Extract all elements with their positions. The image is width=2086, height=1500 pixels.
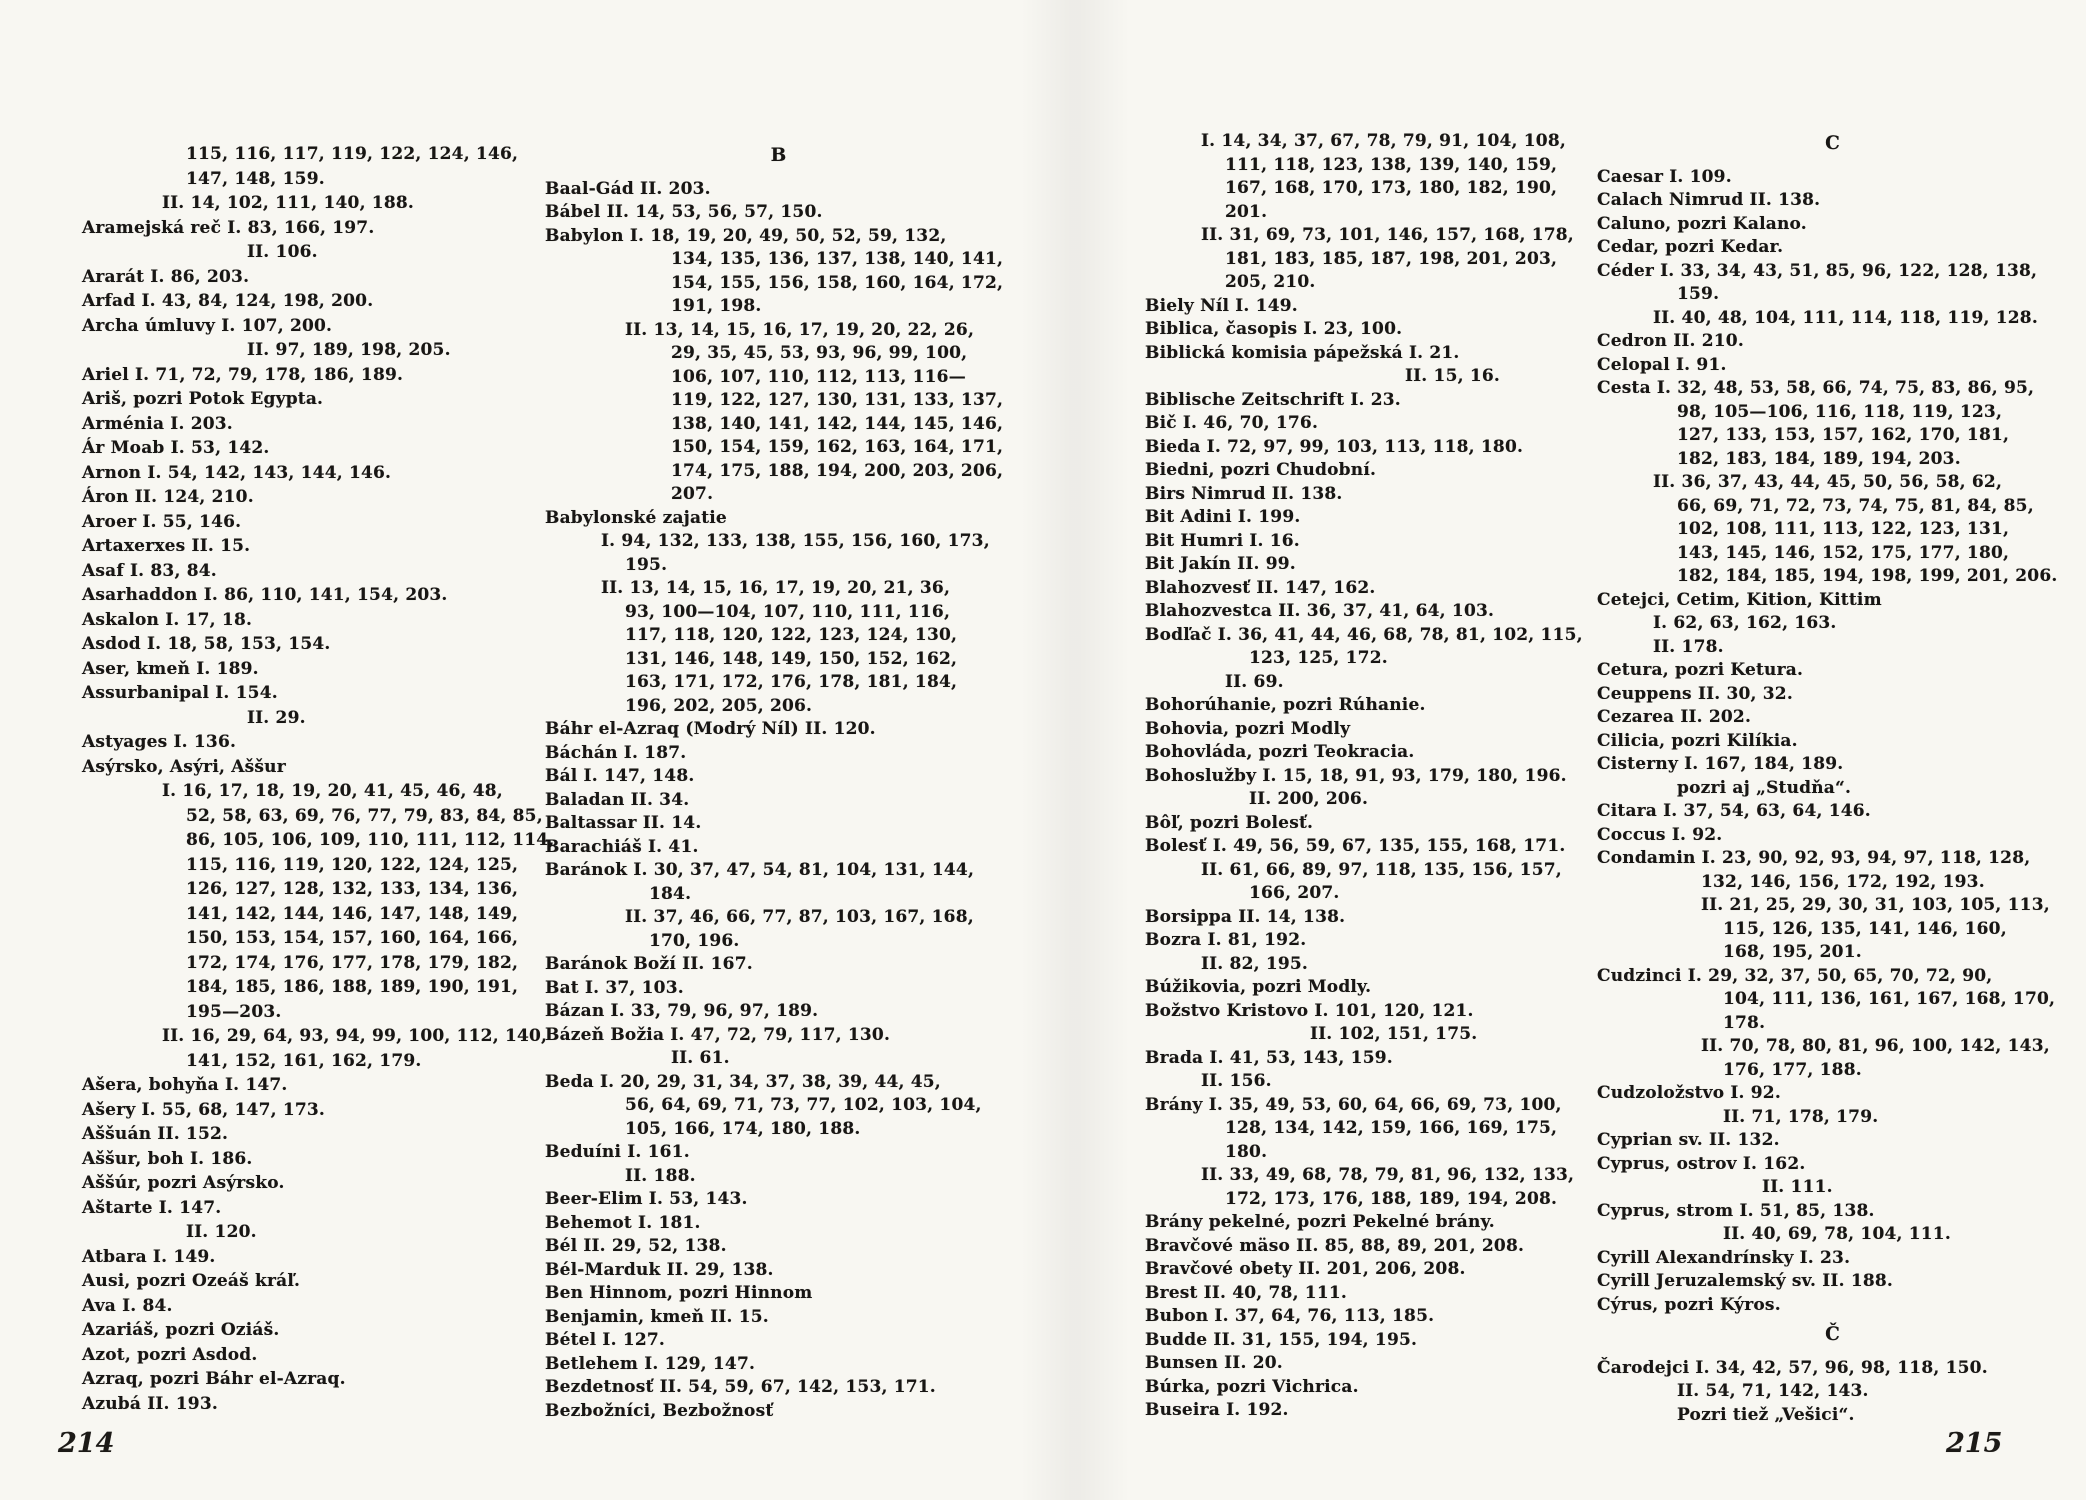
index-entry-line: Bič I. 46, 70, 176. bbox=[1145, 413, 1319, 433]
index-entry-line: Betlehem I. 129, 147. bbox=[545, 1353, 756, 1374]
index-entry-line: Budde II. 31, 155, 194, 195. bbox=[1145, 1329, 1418, 1350]
index-entry-line: Ceuppens II. 30, 32. bbox=[1597, 683, 1793, 704]
index-entry-line: 150, 153, 154, 157, 160, 164, 166, bbox=[186, 928, 519, 948]
index-entry-line: 195—203. bbox=[186, 1001, 282, 1022]
index-entry-line: Arnon I. 54, 142, 143, 144, 146. bbox=[82, 462, 392, 483]
index-entry-line: Ben Hinnom, pozri Hinnom bbox=[545, 1283, 813, 1303]
index-entry-line: Beer-Elim I. 53, 143. bbox=[545, 1189, 748, 1209]
index-entry-line: 178. bbox=[1723, 1012, 1766, 1033]
index-entry-line: Birs Nimrud II. 138. bbox=[1145, 483, 1343, 504]
index-entry-line: 191, 198. bbox=[671, 296, 762, 316]
index-entry-line: 93, 100—104, 107, 110, 111, 116, bbox=[625, 601, 951, 622]
index-entry-line: Blahozvestca II. 36, 37, 41, 64, 103. bbox=[1145, 601, 1495, 621]
section-header-c: C bbox=[1825, 133, 1841, 154]
index-column-left-a bbox=[82, 142, 555, 1416]
index-entry-line: Biedni, pozri Chudobní. bbox=[1145, 460, 1377, 480]
index-entry-line: Bit Humri I. 16. bbox=[1145, 530, 1300, 551]
index-entry-line: 182, 183, 184, 189, 194, 203. bbox=[1677, 448, 1961, 469]
index-column-right-a bbox=[1145, 130, 1597, 1423]
index-entry-line: 98, 105—106, 116, 118, 119, 123, bbox=[1677, 401, 2003, 422]
index-entry-line: Búžikovia, pozri Modly. bbox=[1145, 977, 1372, 997]
index-entry-line: Archa úmluvy I. 107, 200. bbox=[82, 315, 333, 336]
index-entry-line: Cisterny I. 167, 184, 189. bbox=[1597, 754, 1844, 774]
index-entry-line: 141, 152, 161, 162, 179. bbox=[186, 1050, 422, 1071]
index-entry-line: 143, 145, 146, 152, 175, 177, 180, bbox=[1677, 542, 2010, 563]
index-entry-line: Brada I. 41, 53, 143, 159. bbox=[1145, 1047, 1393, 1068]
index-entry-line: II. 188. bbox=[625, 1165, 696, 1186]
index-entry-line: II. 36, 37, 43, 44, 45, 50, 56, 58, 62, bbox=[1653, 472, 2003, 492]
index-entry-line: Báhr el-Azraq (Modrý Níl) II. 120. bbox=[545, 719, 876, 739]
index-entry-line: Bravčové mäso II. 85, 88, 89, 201, 208. bbox=[1145, 1235, 1525, 1256]
index-entry-line: Božstvo Kristovo I. 101, 120, 121. bbox=[1145, 1000, 1474, 1021]
index-entry-line: Brány I. 35, 49, 53, 60, 64, 66, 69, 73, 100, bbox=[1145, 1094, 1562, 1115]
index-entry-line: 106, 107, 110, 112, 113, 116— bbox=[671, 366, 966, 387]
index-entry-line: 134, 135, 136, 137, 138, 140, 141, bbox=[671, 249, 1004, 269]
index-entry-line: Cilicia, pozri Kilíkia. bbox=[1597, 730, 1798, 751]
index-entry-line: Astyages I. 136. bbox=[82, 732, 237, 752]
index-column-left-b bbox=[545, 138, 1013, 1423]
index-entry-line: Bit Adini I. 199. bbox=[1145, 507, 1301, 527]
index-entry-line: Barachiáš I. 41. bbox=[545, 836, 699, 857]
index-entry-line: 167, 168, 170, 173, 180, 182, 190, bbox=[1225, 178, 1558, 198]
index-entry-line: Aštarte I. 147. bbox=[82, 1197, 222, 1218]
index-entry-line: II. 97, 189, 198, 205. bbox=[247, 340, 451, 360]
index-entry-line: Aššúr, pozri Asýrsko. bbox=[82, 1173, 285, 1193]
index-entry-line: Bodľač I. 36, 41, 44, 46, 68, 78, 81, 102, 115, bbox=[1145, 624, 1583, 645]
index-entry-line: II. 31, 69, 73, 101, 146, 157, 168, 178, bbox=[1201, 225, 1574, 245]
index-entry-line: pozri aj „Studňa“. bbox=[1677, 777, 1852, 798]
index-entry-line: Bohovia, pozri Modly bbox=[1145, 718, 1351, 739]
index-entry-line: Cýrus, pozri Kýros. bbox=[1597, 1294, 1781, 1315]
index-entry-line: Búrka, pozri Vichrica. bbox=[1145, 1376, 1359, 1397]
index-entry-line: 119, 122, 127, 130, 131, 133, 137, bbox=[671, 390, 1004, 410]
index-entry-line: Pozri tiež „Vešici“. bbox=[1677, 1404, 1855, 1425]
index-entry-line: 180. bbox=[1225, 1141, 1268, 1162]
index-entry-line: Cyprus, strom I. 51, 85, 138. bbox=[1597, 1200, 1875, 1221]
section-header-b: B bbox=[770, 145, 788, 166]
index-entry-line: II. 61. bbox=[671, 1048, 730, 1068]
index-entry-line: Asdod I. 18, 58, 153, 154. bbox=[82, 634, 331, 654]
index-entry-line: Biely Níl I. 149. bbox=[1145, 295, 1298, 316]
index-entry-line: I. 94, 132, 133, 138, 155, 156, 160, 173, bbox=[601, 531, 990, 551]
index-entry-line: 159. bbox=[1677, 284, 1720, 304]
index-entry-line: Benjamin, kmeň II. 15. bbox=[545, 1306, 769, 1327]
index-entry-line: II. 102, 151, 175. bbox=[1310, 1024, 1478, 1044]
index-entry-line: Bozra I. 81, 192. bbox=[1145, 930, 1307, 950]
index-entry-line: 163, 171, 172, 176, 178, 181, 184, bbox=[625, 672, 958, 692]
index-entry-line: Arfad I. 43, 84, 124, 198, 200. bbox=[82, 291, 374, 311]
index-entry-line: 166, 207. bbox=[1249, 883, 1340, 903]
index-entry-line: 115, 126, 135, 141, 146, 160, bbox=[1723, 918, 2007, 939]
index-entry-line: Babylon I. 18, 19, 20, 49, 50, 52, 59, 132, bbox=[545, 225, 947, 246]
index-entry-line: Ausi, pozri Ozeáš kráľ. bbox=[82, 1271, 301, 1291]
index-entry-line: Bat I. 37, 103. bbox=[545, 977, 684, 998]
index-entry-line: Bunsen II. 20. bbox=[1145, 1353, 1283, 1373]
index-entry-line: 147, 148, 159. bbox=[186, 168, 325, 189]
index-entry-line: II. 16, 29, 64, 93, 94, 99, 100, 112, 140, bbox=[162, 1026, 548, 1046]
index-entry-line: Borsippa II. 14, 138. bbox=[1145, 906, 1346, 927]
index-entry-line: Bubon I. 37, 64, 76, 113, 185. bbox=[1145, 1306, 1435, 1326]
index-entry-line: Céder I. 33, 34, 43, 51, 85, 96, 122, 128, 138, bbox=[1597, 260, 2038, 281]
index-entry-line: Bravčové obety II. 201, 206, 208. bbox=[1145, 1259, 1466, 1279]
index-entry-line: Bázeň Božia I. 47, 72, 79, 117, 130. bbox=[545, 1024, 891, 1045]
index-entry-line: Caluno, pozri Kalano. bbox=[1597, 213, 1807, 234]
index-entry-line: Biblische Zeitschrift I. 23. bbox=[1145, 389, 1401, 410]
index-entry-line: Assurbanipal I. 154. bbox=[82, 683, 278, 703]
page-number-right: 215 bbox=[1946, 1428, 2003, 1459]
index-entry-line: Bieda I. 72, 97, 99, 103, 113, 118, 180. bbox=[1145, 436, 1524, 457]
index-entry-line: II. 61, 66, 89, 97, 118, 135, 156, 157, bbox=[1201, 859, 1562, 880]
index-entry-line: II. 71, 178, 179. bbox=[1723, 1106, 1879, 1127]
index-entry-line: 29, 35, 45, 53, 93, 96, 99, 100, bbox=[671, 343, 968, 363]
index-entry-line: II. 13, 14, 15, 16, 17, 19, 20, 21, 36, bbox=[601, 578, 951, 598]
index-entry-line: 182, 184, 185, 194, 198, 199, 201, 206. bbox=[1677, 566, 2058, 586]
index-entry-line: 205, 210. bbox=[1225, 272, 1316, 292]
index-entry-line: 181, 183, 185, 187, 198, 201, 203, bbox=[1225, 248, 1558, 269]
index-entry-line: Aššuán II. 152. bbox=[82, 1124, 229, 1144]
index-entry-line: I. 62, 63, 162, 163. bbox=[1653, 613, 1837, 633]
index-entry-line: II. 15, 16. bbox=[1405, 366, 1501, 386]
index-entry-line: II. 70, 78, 80, 81, 96, 100, 142, 143, bbox=[1701, 1036, 2050, 1056]
index-entry-line: Askalon I. 17, 18. bbox=[82, 609, 253, 630]
index-entry-line: 172, 174, 176, 177, 178, 179, 182, bbox=[186, 952, 519, 973]
index-entry-line: Behemot I. 181. bbox=[545, 1212, 701, 1233]
index-entry-line: Áron II. 124, 210. bbox=[82, 487, 254, 507]
index-entry-line: Ašery I. 55, 68, 147, 173. bbox=[82, 1099, 326, 1120]
index-entry-line: Cyrill Jeruzalemský sv. II. 188. bbox=[1597, 1271, 1894, 1291]
index-entry-line: I. 14, 34, 37, 67, 78, 79, 91, 104, 108, bbox=[1201, 131, 1566, 151]
index-entry-line: Bolesť I. 49, 56, 59, 67, 135, 155, 168, 171. bbox=[1145, 836, 1566, 856]
index-entry-line: I. 16, 17, 18, 19, 20, 41, 45, 46, 48, bbox=[162, 781, 503, 801]
index-entry-line: Cedar, pozri Kedar. bbox=[1597, 237, 1784, 257]
index-entry-line: Bohorúhanie, pozri Rúhanie. bbox=[1145, 695, 1426, 715]
index-entry-line: 132, 146, 156, 172, 192, 193. bbox=[1701, 871, 1985, 892]
index-entry-line: Brány pekelné, pozri Pekelné brány. bbox=[1145, 1212, 1495, 1232]
index-entry-line: Aššur, boh I. 186. bbox=[82, 1148, 253, 1169]
index-entry-line: Bohovláda, pozri Teokracia. bbox=[1145, 742, 1415, 762]
index-entry-line: Aramejská reč I. 83, 166, 197. bbox=[82, 217, 375, 238]
index-entry-line: Báchán I. 187. bbox=[545, 742, 687, 763]
index-entry-line: Bál I. 147, 148. bbox=[545, 766, 695, 786]
index-entry-line: Ararát I. 86, 203. bbox=[82, 266, 250, 287]
index-entry-line: Asýrsko, Asýri, Aššur bbox=[82, 756, 286, 777]
index-entry-line: Atbara I. 149. bbox=[82, 1246, 216, 1267]
index-entry-line: Cesta I. 32, 48, 53, 58, 66, 74, 75, 83, 86, 95, bbox=[1597, 378, 2035, 398]
index-entry-line: II. 40, 69, 78, 104, 111. bbox=[1723, 1224, 1951, 1244]
index-entry-line: II. 33, 49, 68, 78, 79, 81, 96, 132, 133, bbox=[1201, 1165, 1575, 1185]
index-entry-line: Bezbožníci, Bezbožnosť bbox=[545, 1400, 774, 1421]
index-entry-line: 172, 173, 176, 188, 189, 194, 208. bbox=[1225, 1188, 1558, 1209]
index-entry-line: Babylonské zajatie bbox=[545, 507, 727, 528]
index-entry-line: II. 106. bbox=[247, 242, 318, 262]
index-entry-line: Artaxerxes II. 15. bbox=[82, 536, 251, 556]
index-entry-line: Azubá II. 193. bbox=[82, 1393, 218, 1414]
index-entry-line: 207. bbox=[671, 484, 714, 504]
section-header-č: Č bbox=[1825, 1324, 1841, 1345]
index-entry-line: Bábel II. 14, 53, 56, 57, 150. bbox=[545, 202, 823, 222]
index-entry-line: Citara I. 37, 54, 63, 64, 146. bbox=[1597, 801, 1871, 821]
index-entry-line: 52, 58, 63, 69, 76, 77, 79, 83, 84, 85, bbox=[186, 805, 543, 826]
index-entry-line: 141, 142, 144, 146, 147, 148, 149, bbox=[186, 903, 519, 924]
index-entry-line: 105, 166, 174, 180, 188. bbox=[625, 1118, 861, 1139]
index-entry-line: Bázan I. 33, 79, 96, 97, 189. bbox=[545, 1001, 819, 1021]
index-entry-line: Caesar I. 109. bbox=[1597, 166, 1732, 187]
index-entry-line: 123, 125, 172. bbox=[1249, 648, 1388, 668]
index-entry-line: Brest II. 40, 78, 111. bbox=[1145, 1282, 1348, 1303]
index-entry-line: 66, 69, 71, 72, 73, 74, 75, 81, 84, 85, bbox=[1677, 495, 2034, 516]
index-entry-line: Azariáš, pozri Oziáš. bbox=[82, 1320, 280, 1340]
index-entry-line: Ariš, pozri Potok Egypta. bbox=[82, 389, 324, 409]
index-entry-line: 150, 154, 159, 162, 163, 164, 171, bbox=[671, 437, 1004, 457]
index-entry-line: Cezarea II. 202. bbox=[1597, 707, 1752, 727]
index-entry-line: 195. bbox=[625, 554, 668, 575]
index-entry-line: Bezdetnosť II. 54, 59, 67, 142, 153, 171. bbox=[545, 1377, 936, 1397]
index-entry-line: II. 21, 25, 29, 30, 31, 103, 105, 113, bbox=[1701, 895, 2050, 915]
index-entry-line: Baal-Gád II. 203. bbox=[545, 178, 711, 199]
index-entry-line: Biblica, časopis I. 23, 100. bbox=[1145, 319, 1403, 339]
index-entry-line: Cetura, pozri Ketura. bbox=[1597, 660, 1804, 680]
index-entry-line: Bél II. 29, 52, 138. bbox=[545, 1236, 727, 1256]
index-entry-line: 154, 155, 156, 158, 160, 164, 172, bbox=[671, 272, 1004, 293]
index-entry-line: Ašera, bohyňa I. 147. bbox=[82, 1075, 288, 1095]
index-entry-line: Condamin I. 23, 90, 92, 93, 94, 97, 118, 128, bbox=[1597, 848, 2031, 868]
index-entry-line: 115, 116, 119, 120, 122, 124, 125, bbox=[186, 854, 519, 875]
index-entry-line: II. 111. bbox=[1762, 1177, 1833, 1197]
index-entry-line: Blahozvesť II. 147, 162. bbox=[1145, 577, 1376, 598]
index-entry-line: Cetejci, Cetim, Kition, Kittim bbox=[1597, 589, 1882, 610]
index-entry-line: II. 29. bbox=[247, 707, 306, 728]
index-column-right-b bbox=[1597, 126, 2069, 1427]
index-entry-line: 184, 185, 186, 188, 189, 190, 191, bbox=[186, 977, 519, 997]
index-entry-line: II. 156. bbox=[1201, 1071, 1272, 1091]
index-entry-line: Asarhaddon I. 86, 110, 141, 154, 203. bbox=[82, 585, 448, 605]
index-entry-line: Bohoslužby I. 15, 18, 91, 93, 179, 180, 196. bbox=[1145, 765, 1567, 786]
index-entry-line: Cudzoložstvo I. 92. bbox=[1597, 1083, 1781, 1103]
index-entry-line: Cedron II. 210. bbox=[1597, 331, 1744, 351]
index-entry-line: Bit Jakín II. 99. bbox=[1145, 554, 1296, 574]
index-entry-line: 174, 175, 188, 194, 200, 203, 206, bbox=[671, 460, 1004, 481]
index-entry-line: II. 200, 206. bbox=[1249, 789, 1369, 809]
index-entry-line: II. 40, 48, 104, 111, 114, 118, 119, 128. bbox=[1653, 307, 2038, 328]
index-entry-line: Cudzinci I. 29, 32, 37, 50, 65, 70, 72, 90, bbox=[1597, 965, 1993, 986]
index-entry-line: 128, 134, 142, 159, 166, 169, 175, bbox=[1225, 1118, 1558, 1138]
index-entry-line: Cyprian sv. II. 132. bbox=[1597, 1130, 1780, 1150]
index-entry-line: Baránok Boží II. 167. bbox=[545, 954, 753, 974]
index-entry-line: Aser, kmeň I. 189. bbox=[82, 658, 259, 679]
index-entry-line: Biblická komisia pápežská I. 21. bbox=[1145, 342, 1460, 363]
index-entry-line: 111, 118, 123, 138, 139, 140, 159, bbox=[1225, 154, 1558, 175]
index-entry-line: 170, 196. bbox=[649, 930, 740, 951]
index-entry-line: II. 54, 71, 142, 143. bbox=[1677, 1381, 1869, 1401]
index-entry-line: Aroer I. 55, 146. bbox=[82, 511, 242, 532]
index-entry-line: Coccus I. 92. bbox=[1597, 824, 1723, 845]
index-entry-line: Bôľ, pozri Bolesť. bbox=[1145, 812, 1314, 833]
index-entry-line: 131, 146, 148, 149, 150, 152, 162, bbox=[625, 648, 958, 669]
index-entry-line: Azot, pozri Asdod. bbox=[82, 1344, 258, 1365]
index-entry-line: Bétel I. 127. bbox=[545, 1330, 666, 1350]
index-entry-line: Azraq, pozri Báhr el-Azraq. bbox=[82, 1369, 346, 1389]
index-entry-line: Cyprus, ostrov I. 162. bbox=[1597, 1153, 1806, 1174]
page-number-left: 214 bbox=[58, 1428, 115, 1459]
index-entry-line: Arménia I. 203. bbox=[82, 413, 233, 434]
index-entry-line: II. 14, 102, 111, 140, 188. bbox=[162, 193, 415, 213]
index-entry-line: 126, 127, 128, 132, 133, 134, 136, bbox=[186, 879, 519, 899]
index-entry-line: Calach Nimrud II. 138. bbox=[1597, 190, 1821, 210]
index-entry-line: 176, 177, 188. bbox=[1723, 1059, 1862, 1080]
index-entry-line: 168, 195, 201. bbox=[1723, 942, 1862, 962]
index-entry-line: 138, 140, 141, 142, 144, 145, 146, bbox=[671, 413, 1004, 434]
page-gutter bbox=[1020, 0, 1130, 1500]
index-entry-line: Ariel I. 71, 72, 79, 178, 186, 189. bbox=[82, 364, 404, 385]
index-entry-line: Asaf I. 83, 84. bbox=[82, 560, 217, 581]
index-entry-line: 201. bbox=[1225, 201, 1268, 222]
index-entry-line: Buseira I. 192. bbox=[1145, 1400, 1289, 1420]
index-entry-line: Bél-Marduk II. 29, 138. bbox=[545, 1259, 774, 1280]
index-entry-line: 196, 202, 205, 206. bbox=[625, 695, 813, 716]
index-entry-line: II. 120. bbox=[186, 1222, 257, 1242]
index-entry-line: 56, 64, 69, 71, 73, 77, 102, 103, 104, bbox=[625, 1095, 982, 1115]
index-entry-line: Celopal I. 91. bbox=[1597, 354, 1727, 375]
index-entry-line: Ár Moab I. 53, 142. bbox=[82, 438, 270, 458]
index-entry-line: Baltassar II. 14. bbox=[545, 813, 702, 833]
index-entry-line: II. 178. bbox=[1653, 636, 1724, 657]
index-entry-line: Beduíni I. 161. bbox=[545, 1142, 690, 1162]
index-entry-line: Baránok I. 30, 37, 47, 54, 81, 104, 131, 144, bbox=[545, 860, 975, 880]
index-entry-line: 184. bbox=[649, 883, 692, 904]
index-entry-line: II. 37, 46, 66, 77, 87, 103, 167, 168, bbox=[625, 907, 974, 927]
index-entry-line: Beda I. 20, 29, 31, 34, 37, 38, 39, 44, 45, bbox=[545, 1071, 941, 1092]
index-entry-line: II. 82, 195. bbox=[1201, 953, 1309, 974]
index-entry-line: Baladan II. 34. bbox=[545, 789, 690, 810]
index-entry-line: 86, 105, 106, 109, 110, 111, 112, 114, bbox=[186, 830, 555, 850]
index-entry-line: II. 69. bbox=[1225, 671, 1284, 692]
index-entry-line: 104, 111, 136, 161, 167, 168, 170, bbox=[1723, 989, 2056, 1009]
index-entry-line: 115, 116, 117, 119, 122, 124, 146, bbox=[186, 144, 519, 164]
index-entry-line: 117, 118, 120, 122, 123, 124, 130, bbox=[625, 625, 958, 645]
index-entry-line: II. 13, 14, 15, 16, 17, 19, 20, 22, 26, bbox=[625, 319, 975, 340]
index-entry-line: Cyrill Alexandrínsky I. 23. bbox=[1597, 1247, 1851, 1268]
index-entry-line: Ava I. 84. bbox=[82, 1295, 173, 1316]
index-entry-line: Čarodejci I. 34, 42, 57, 96, 98, 118, 150. bbox=[1597, 1357, 1988, 1378]
index-entry-line: 127, 133, 153, 157, 162, 170, 181, bbox=[1677, 425, 2010, 445]
index-entry-line: 102, 108, 111, 113, 122, 123, 131, bbox=[1677, 519, 2010, 539]
